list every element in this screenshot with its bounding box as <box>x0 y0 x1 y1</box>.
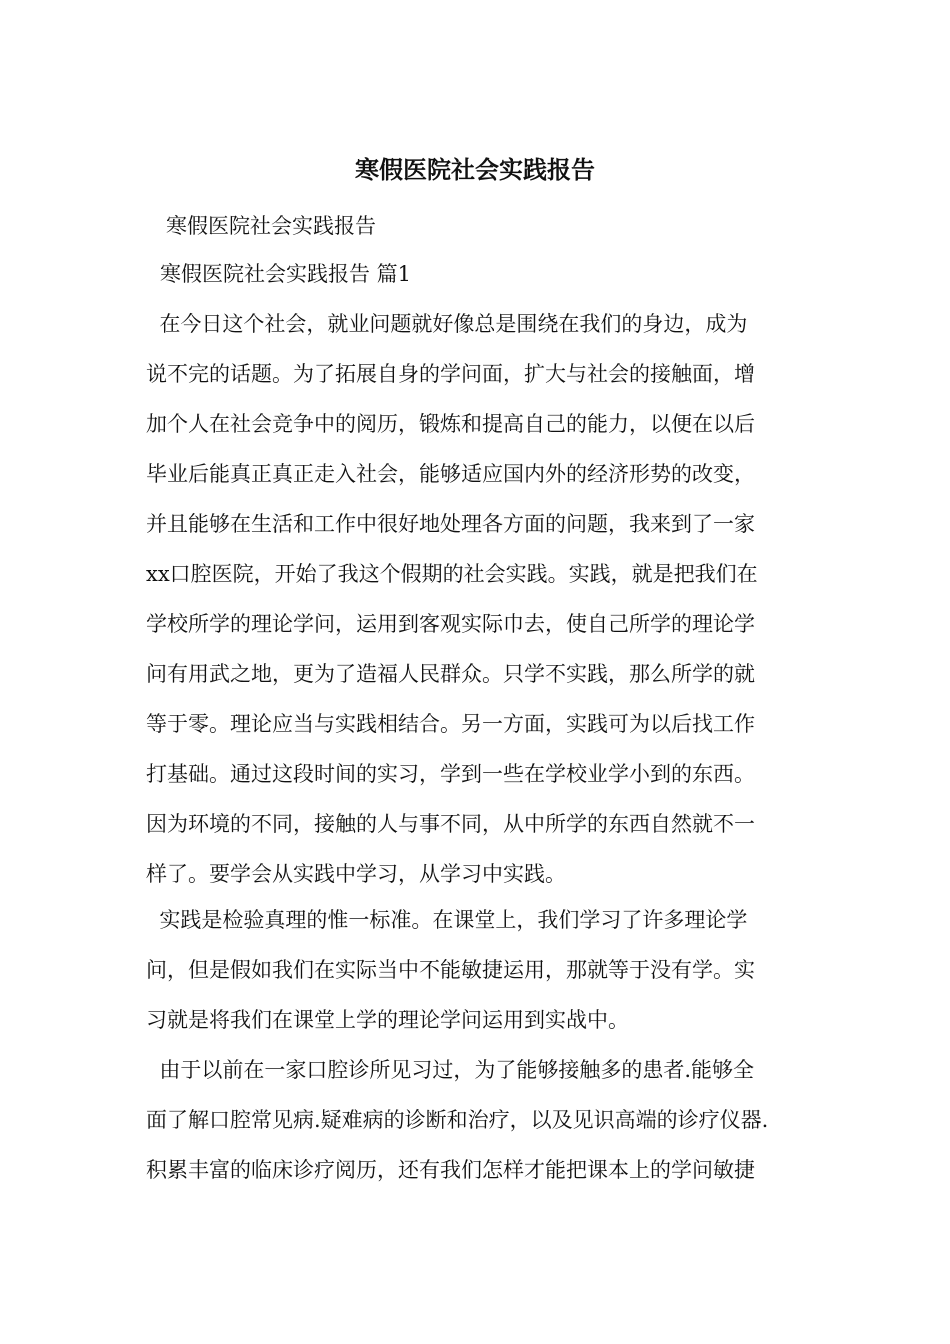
text-line: 积累丰富的临床诊疗阅历，还有我们怎样才能把课本上的学问敏捷 <box>146 1158 755 1182</box>
text-line: 问有用武之地，更为了造福人民群众。只学不实践，那么所学的就 <box>146 662 755 686</box>
text-line: 等于零。理论应当与实践相结合。另一方面，实践可为以后找工作 <box>146 712 755 736</box>
paragraph-2 <box>146 895 810 1045</box>
text-line: 毕业后能真正真正走入社会，能够适应国内外的经济形势的改变， <box>146 462 755 486</box>
text-line: 实践是检验真理的惟一标准。在课堂上，我们学习了许多理论学 <box>146 908 748 932</box>
text-line: 由于以前在一家口腔诊所见习过，为了能够接触多的患者.能够全 <box>146 1058 755 1082</box>
document-title: 寒假医院社会实践报告 <box>355 155 595 184</box>
text-line: 因为环境的不同，接触的人与事不同，从中所学的东西自然就不一 <box>146 812 755 836</box>
document-subtitle: 寒假医院社会实践报告 <box>166 214 376 238</box>
section-heading: 寒假医院社会实践报告 篇1 <box>160 262 412 286</box>
text-line: 面了解口腔常见病.疑难病的诊断和治疗，以及见识高端的诊疗仪器. <box>146 1108 769 1132</box>
text-line: 说不完的话题。为了拓展自身的学问面，扩大与社会的接触面，增 <box>146 362 755 386</box>
text-line: 在今日这个社会，就业问题就好像总是围绕在我们的身边，成为 <box>146 312 748 336</box>
text-line: xx口腔医院，开始了我这个假期的社会实践。实践，就是把我们在 <box>146 562 758 586</box>
paragraph-3 <box>146 1045 810 1195</box>
paragraph-1 <box>146 299 810 899</box>
text-line: 问，但是假如我们在实际当中不能敏捷运用，那就等于没有学。实 <box>146 958 755 982</box>
text-line: 并且能够在生活和工作中很好地处理各方面的问题，我来到了一家 <box>146 512 755 536</box>
text-line: 学校所学的理论学问，运用到客观实际巾去，使自己所学的理论学 <box>146 612 755 636</box>
text-line: 加个人在社会竞争中的阅历，锻炼和提高自己的能力，以便在以后 <box>146 412 755 436</box>
text-line: 习就是将我们在课堂上学的理论学问运用到实战中。 <box>146 1008 629 1032</box>
text-line: 打基础。通过这段时间的实习，学到一些在学校业学小到的东西。 <box>146 762 755 786</box>
text-line: 样了。要学会从实践中学习，从学习中实践。 <box>146 862 566 886</box>
